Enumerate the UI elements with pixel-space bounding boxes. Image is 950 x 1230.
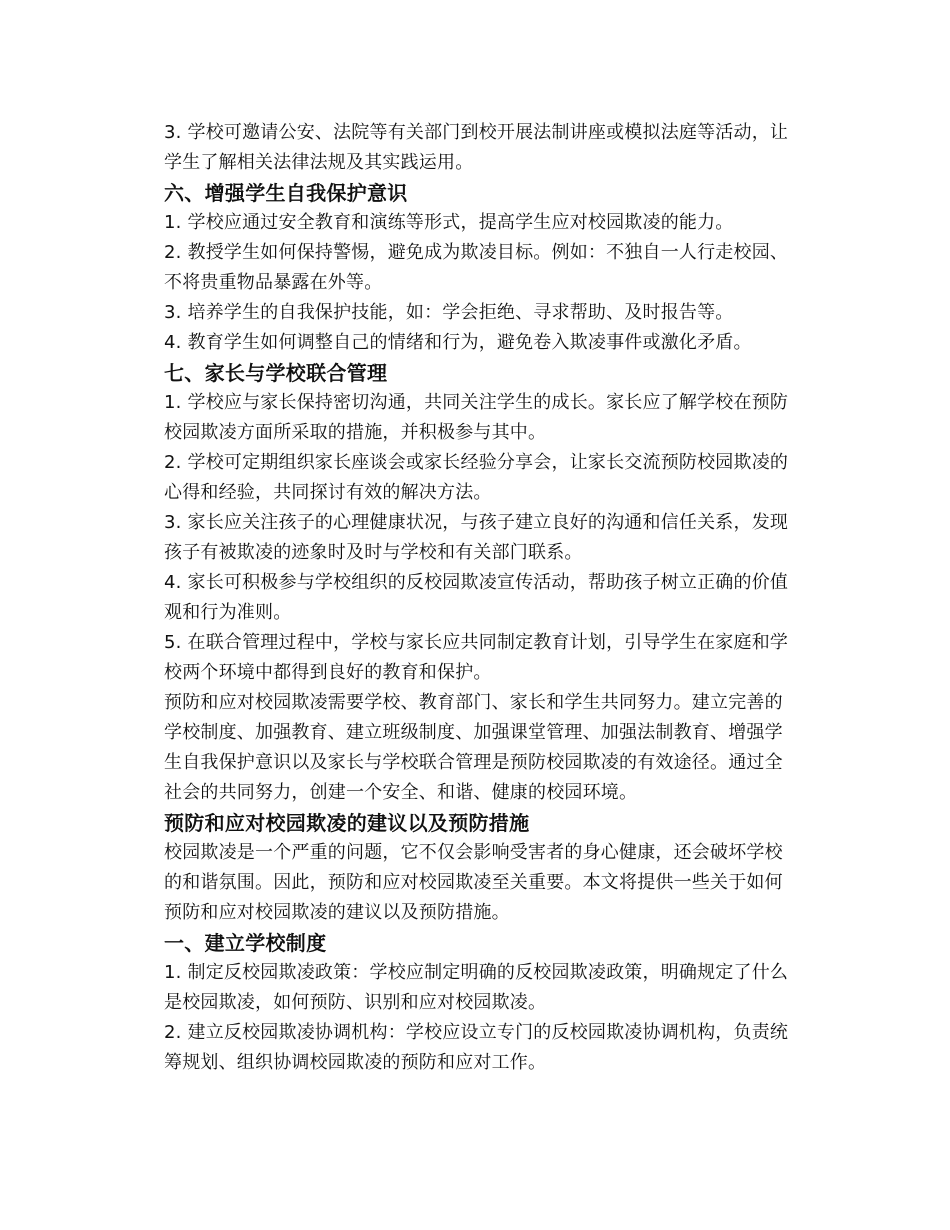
heading-parent-school: 七、家长与学校联合管理 <box>164 361 388 385</box>
paragraph-school-system-2: 2. 建立反校园欺凌协调机构：学校应设立专门的反校园欺凌协调机构，负责统筹规划、组织协调校园欺凌的预防和应对工作。 <box>164 1022 789 1073</box>
paragraph-self-protection-2: 2. 教授学生如何保持警惕，避免成为欺凌目标。例如：不独自一人行走校园、不将贵重物品暴露在外等。 <box>164 242 789 293</box>
document-page <box>164 118 794 1078</box>
paragraph-self-protection-1: 1. 学校应通过安全教育和演练等形式，提高学生应对校园欺凌的能力。 <box>164 212 734 233</box>
paragraph-parent-school-1: 1. 学校应与家长保持密切沟通，共同关注学生的成长。家长应了解学校在预防校园欺凌方面所采取的措施，并积极参与其中。 <box>164 392 789 443</box>
paragraph-parent-school-2: 2. 学校可定期组织家长座谈会或家长经验分享会，让家长交流预防校园欺凌的心得和经验，共同探讨有效的解决方法。 <box>164 452 789 503</box>
heading-prevention-advice: 预防和应对校园欺凌的建议以及预防措施 <box>164 811 530 835</box>
paragraph-school-system-1: 1. 制定反校园欺凌政策：学校应制定明确的反校园欺凌政策，明确规定了什么是校园欺凌，如何预防、识别和应对校园欺凌。 <box>164 962 789 1013</box>
paragraph-parent-school-4: 4. 家长可积极参与学校组织的反校园欺凌宣传活动，帮助孩子树立正确的价值观和行为准则。 <box>164 572 789 623</box>
paragraph-parent-school-3: 3. 家长应关注孩子的心理健康状况，与孩子建立良好的沟通和信任关系，发现孩子有被欺凌的迹象时及时与学校和有关部门联系。 <box>164 512 789 563</box>
paragraph-legal-lecture: 3. 学校可邀请公安、法院等有关部门到校开展法制讲座或模拟法庭等活动，让学生了解相关法律法规及其实践运用。 <box>164 122 789 173</box>
paragraph-intro: 校园欺凌是一个严重的问题，它不仅会影响受害者的身心健康，还会破坏学校的和谐氛围。因此，预防和应对校园欺凌至关重要。本文将提供一些关于如何预防和应对校园欺凌的建议以及预防措施。 <box>164 842 783 923</box>
heading-self-protection: 六、增强学生自我保护意识 <box>164 181 408 205</box>
heading-school-system: 一、建立学校制度 <box>164 931 327 955</box>
paragraph-self-protection-4: 4. 教育学生如何调整自己的情绪和行为，避免卷入欺凌事件或激化矛盾。 <box>164 332 752 353</box>
paragraph-parent-school-5: 5. 在联合管理过程中，学校与家长应共同制定教育计划，引导学生在家庭和学校两个环境中都得到良好的教育和保护。 <box>164 632 789 683</box>
paragraph-summary: 预防和应对校园欺凌需要学校、教育部门、家长和学生共同努力。建立完善的学校制度、加强教育、建立班级制度、加强课堂管理、加强法制教育、增强学生自我保护意识以及家长与学校联合管理是预防校园欺凌的有效途径。通过全社会的共同努力，创建一个安全、和谐、健康的校园环境。 <box>164 692 783 803</box>
paragraph-self-protection-3: 3. 培养学生的自我保护技能，如：学会拒绝、寻求帮助、及时报告等。 <box>164 302 734 323</box>
